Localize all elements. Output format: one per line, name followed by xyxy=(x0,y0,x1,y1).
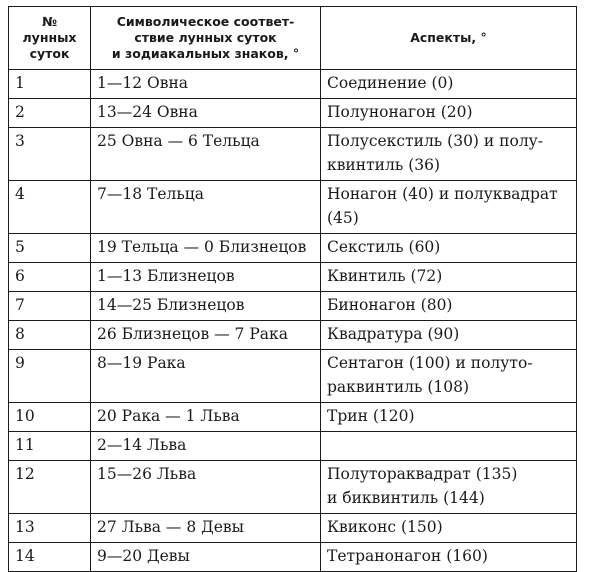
aspect-line: раквинтиль (108) xyxy=(327,378,470,396)
table-row xyxy=(9,99,577,128)
aspect-line: Квадратура (90) xyxy=(327,325,460,343)
table-body xyxy=(9,70,577,572)
aspect-line: и биквинтиль (144) xyxy=(327,489,485,507)
cell-aspects xyxy=(321,514,577,543)
cell-lunar-day: 8 xyxy=(9,321,91,350)
header-line: № xyxy=(41,14,58,29)
header-line: суток xyxy=(29,46,70,61)
cell-lunar-day: 2 xyxy=(9,99,91,128)
cell-aspects xyxy=(321,350,577,403)
cell-aspects xyxy=(321,543,577,572)
cell-aspects xyxy=(321,321,577,350)
table-row xyxy=(9,543,577,572)
cell-aspects xyxy=(321,461,577,514)
cell-lunar-day: 3 xyxy=(9,128,91,181)
cell-zodiac: 27 Льва — 8 Девы xyxy=(91,514,321,543)
lunar-aspects-table xyxy=(8,6,577,572)
aspect-line: Тетранонагон (160) xyxy=(327,547,488,565)
header-aspects xyxy=(321,7,577,70)
cell-aspects xyxy=(321,99,577,128)
table-row xyxy=(9,432,577,461)
aspect-line: квинтиль (36) xyxy=(327,156,441,174)
table-row xyxy=(9,181,577,234)
cell-zodiac: 13—24 Овна xyxy=(91,99,321,128)
cell-aspects xyxy=(321,292,577,321)
table-row xyxy=(9,128,577,181)
aspect-line: Квинтиль (72) xyxy=(327,267,443,285)
cell-zodiac: 2—14 Льва xyxy=(91,432,321,461)
cell-aspects xyxy=(321,128,577,181)
cell-aspects xyxy=(321,181,577,234)
cell-zodiac: 20 Рака — 1 Льва xyxy=(91,403,321,432)
cell-lunar-day: 7 xyxy=(9,292,91,321)
cell-zodiac: 1—12 Овна xyxy=(91,70,321,99)
table-row xyxy=(9,321,577,350)
aspect-line: Секстиль (60) xyxy=(327,238,441,256)
aspect-line: (45) xyxy=(327,209,359,227)
cell-zodiac: 25 Овна — 6 Тельца xyxy=(91,128,321,181)
cell-aspects xyxy=(321,263,577,292)
aspect-line: Квиконс (150) xyxy=(327,518,443,536)
cell-zodiac: 15—26 Льва xyxy=(91,461,321,514)
aspect-line: Соединение (0) xyxy=(327,74,454,92)
header-zodiac-correspondence xyxy=(91,7,321,70)
cell-lunar-day: 9 xyxy=(9,350,91,403)
cell-lunar-day: 12 xyxy=(9,461,91,514)
cell-zodiac: 8—19 Рака xyxy=(91,350,321,403)
header-line: лунных xyxy=(22,30,77,45)
cell-lunar-day: 5 xyxy=(9,234,91,263)
table-row xyxy=(9,514,577,543)
cell-lunar-day: 6 xyxy=(9,263,91,292)
aspect-line: Полунонагон (20) xyxy=(327,103,473,121)
aspect-line: Полусекстиль (30) и полу- xyxy=(327,132,544,150)
cell-lunar-day: 11 xyxy=(9,432,91,461)
table-row xyxy=(9,70,577,99)
cell-zodiac: 9—20 Девы xyxy=(91,543,321,572)
header-line: Аспекты, ° xyxy=(410,30,487,45)
aspect-line: Трин (120) xyxy=(327,407,415,425)
aspect-line: Сентагон (100) и полуто- xyxy=(327,354,533,372)
cell-aspects xyxy=(321,234,577,263)
cell-aspects xyxy=(321,70,577,99)
cell-aspects xyxy=(321,432,577,461)
header-lunar-day xyxy=(9,7,91,70)
table-row xyxy=(9,234,577,263)
header-line: и зодиакальных знаков, ° xyxy=(111,46,300,61)
aspect-line: Бинонагон (80) xyxy=(327,296,453,314)
table-row xyxy=(9,263,577,292)
table-row xyxy=(9,461,577,514)
table-row xyxy=(9,403,577,432)
header-line: Символическое соответ- xyxy=(116,14,295,29)
aspect-line: Полутораквадрат (135) xyxy=(327,465,518,483)
cell-zodiac: 1—13 Близнецов xyxy=(91,263,321,292)
table-row xyxy=(9,350,577,403)
cell-zodiac: 14—25 Близнецов xyxy=(91,292,321,321)
table-row xyxy=(9,292,577,321)
header-row xyxy=(9,7,577,70)
cell-lunar-day: 1 xyxy=(9,70,91,99)
header-line: ствие лунных суток xyxy=(134,30,277,45)
aspect-line: Нонагон (40) и полуквадрат xyxy=(327,185,558,203)
cell-lunar-day: 10 xyxy=(9,403,91,432)
cell-lunar-day: 14 xyxy=(9,543,91,572)
cell-zodiac: 26 Близнецов — 7 Рака xyxy=(91,321,321,350)
cell-zodiac: 7—18 Тельца xyxy=(91,181,321,234)
lunar-aspects-table-container xyxy=(8,6,577,572)
cell-zodiac: 19 Тельца — 0 Близнецов xyxy=(91,234,321,263)
table-header xyxy=(9,7,577,70)
cell-lunar-day: 13 xyxy=(9,514,91,543)
cell-aspects xyxy=(321,403,577,432)
cell-lunar-day: 4 xyxy=(9,181,91,234)
